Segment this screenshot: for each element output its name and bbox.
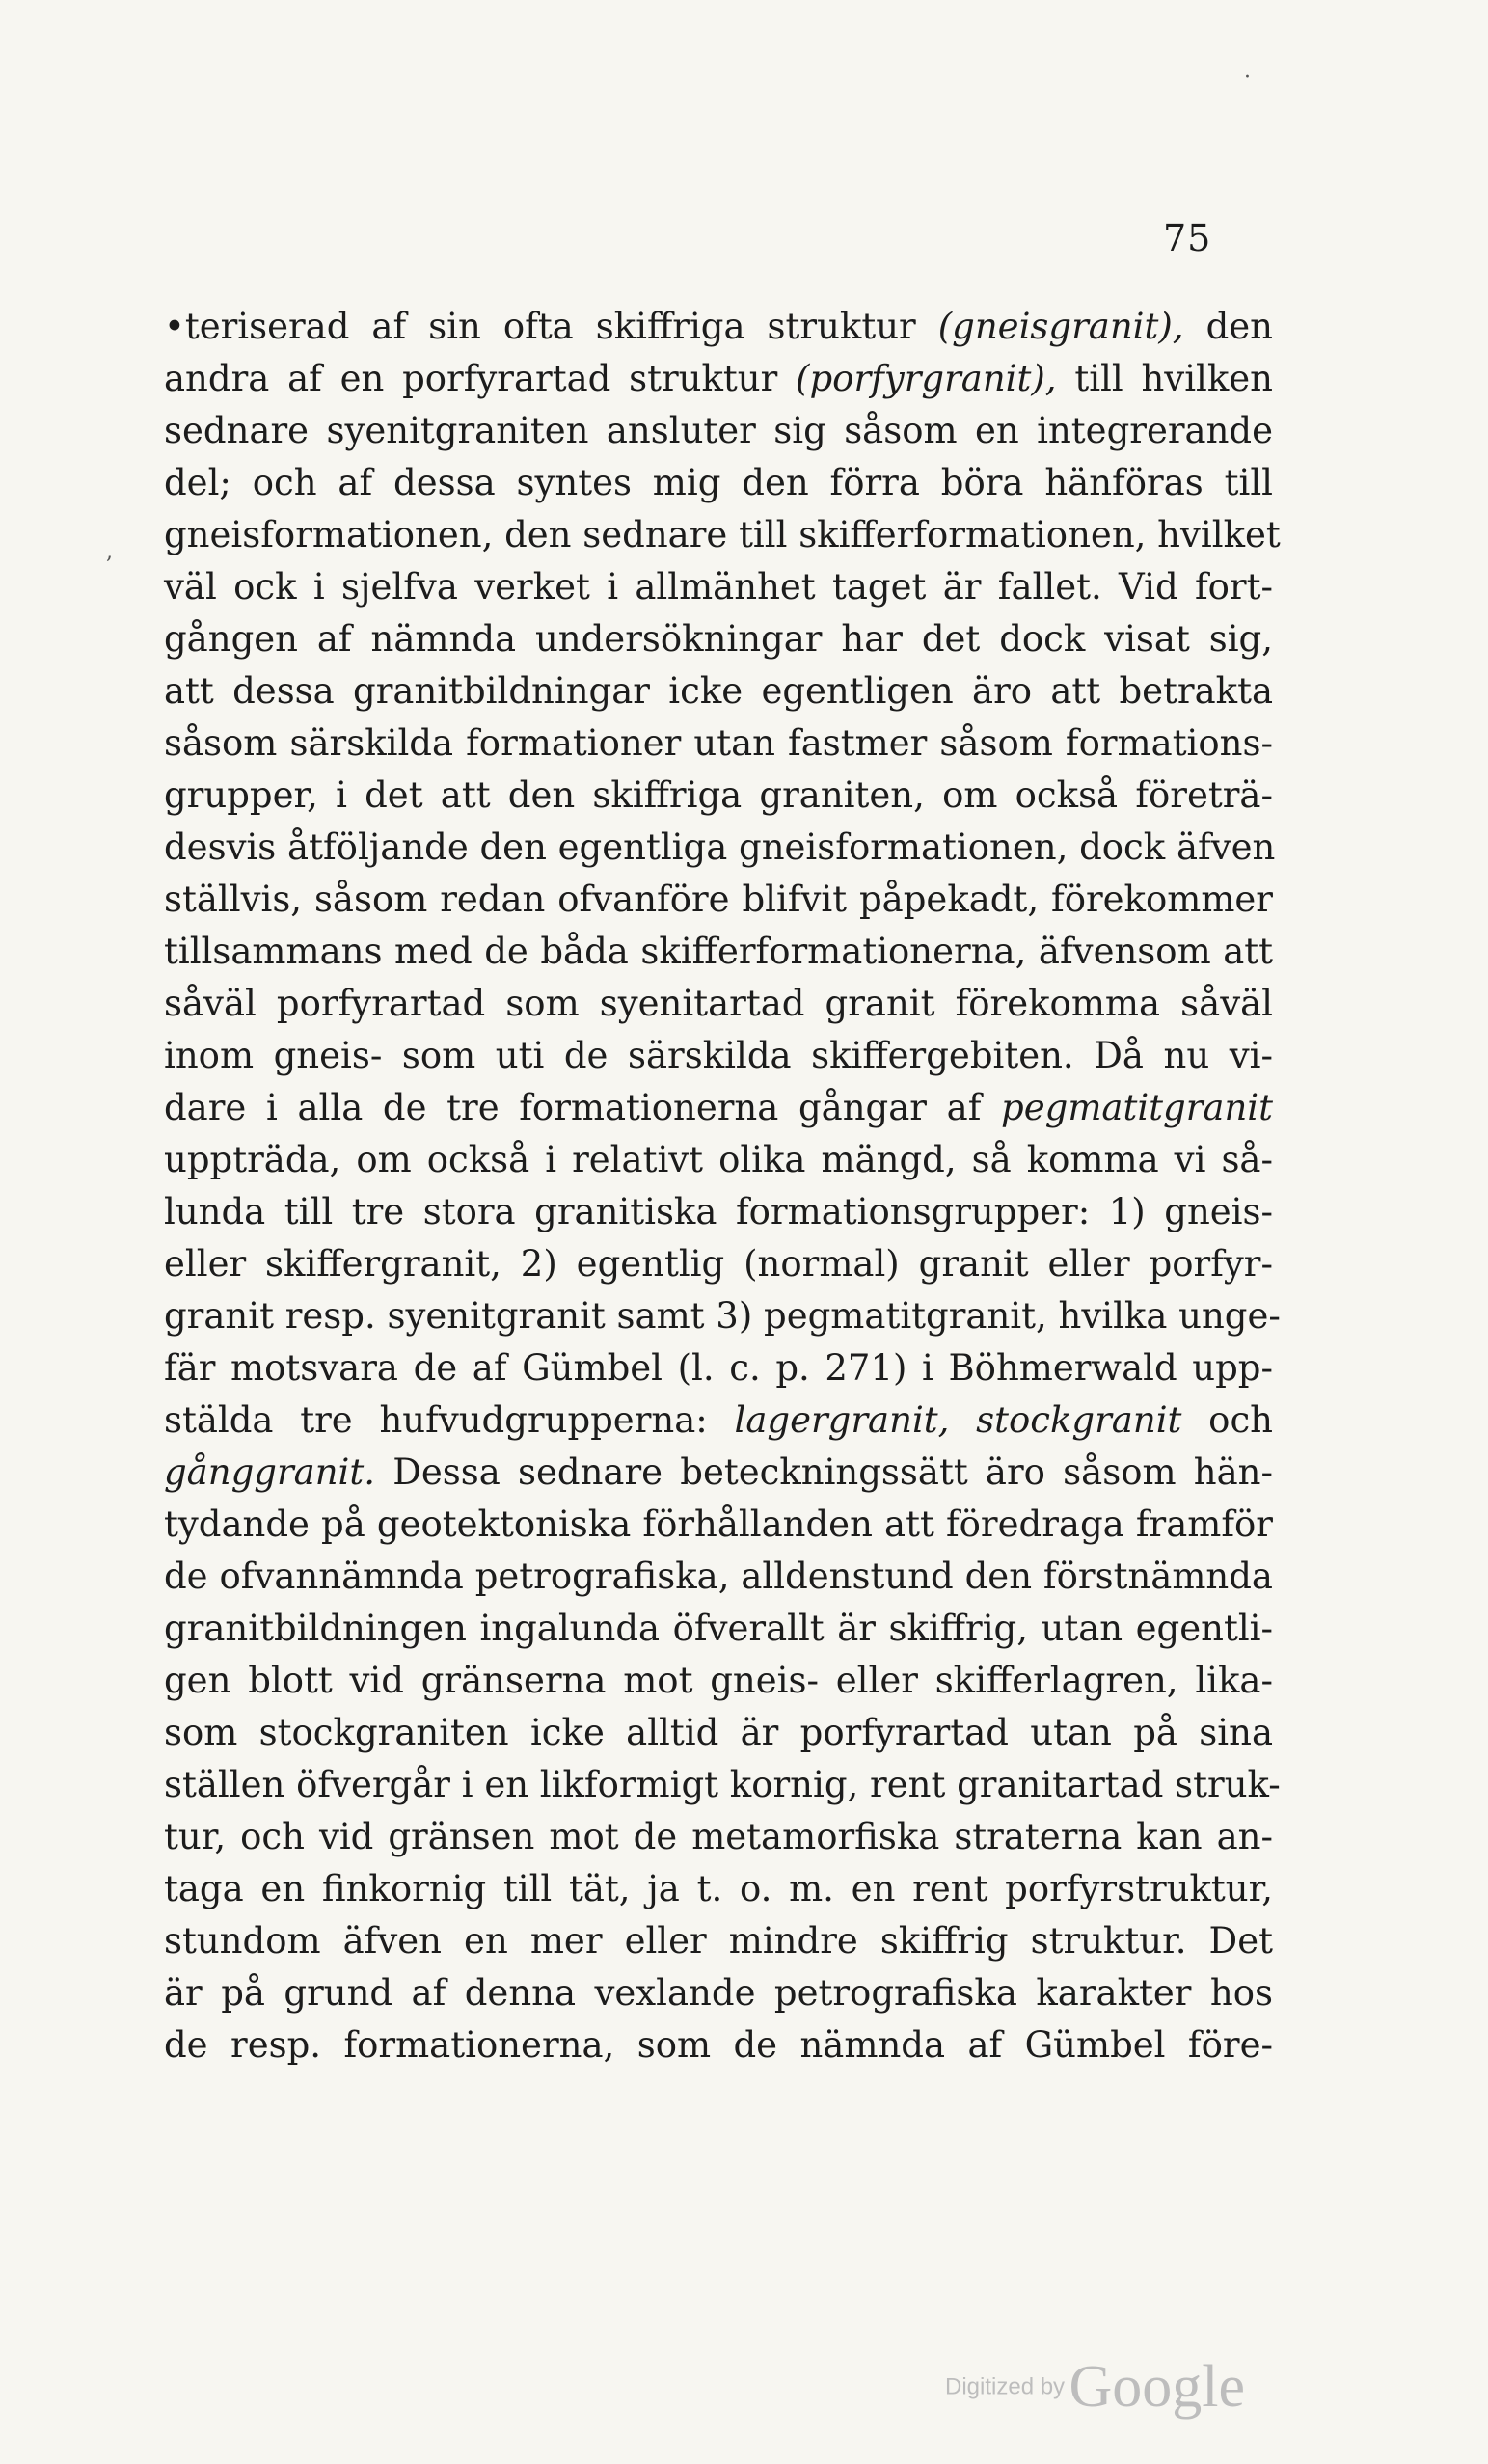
text-line — [164, 2019, 1273, 2071]
text-segment: de ofvannämnda petrografiska, alldenstund den förstnämnda — [164, 1556, 1273, 1597]
italic-term: gånggranit. — [164, 1451, 375, 1493]
text-line — [164, 1447, 1273, 1499]
body-text — [164, 301, 1281, 2071]
text-segment: tillsammans med de båda skifferformationerna, äfvensom att — [164, 931, 1273, 972]
text-line — [164, 405, 1273, 457]
text-segment: de resp. formationerna, som de nämnda af Gümbel före- — [164, 2024, 1273, 2066]
text-segment: gången af nämnda undersökningar har det dock visat sig, — [164, 618, 1273, 660]
text-line — [164, 1863, 1273, 1915]
text-segment: till hvilken — [1056, 358, 1274, 399]
text-line — [164, 1238, 1273, 1290]
google-logo: Google — [1069, 2354, 1246, 2420]
text-line — [164, 1342, 1273, 1394]
text-segment: stälda tre hufvudgrupperna: — [164, 1399, 735, 1441]
text-line — [164, 1082, 1273, 1134]
italic-term: lagergranit, stockgranit — [734, 1399, 1182, 1441]
text-segment: grupper, i det att den skiffriga graniten, om också företrä- — [164, 774, 1273, 816]
text-line — [164, 1655, 1273, 1707]
text-line — [164, 822, 1276, 874]
text-segment: inom gneis- som uti de särskilda skiffergebiten. Då nu vi- — [164, 1035, 1273, 1076]
text-line — [164, 561, 1273, 613]
watermark-prefix: Digitized by — [945, 2373, 1066, 2400]
text-line — [164, 1030, 1273, 1082]
text-segment: den — [1183, 306, 1273, 347]
text-segment: Dessa sednare beteckningssätt äro såsom hän- — [374, 1451, 1273, 1493]
text-segment: del; och af dessa syntes mig den förra böra hänföras till — [164, 462, 1273, 503]
text-segment: sednare syenitgraniten ansluter sig såsom en integrerande — [164, 410, 1273, 451]
text-line — [164, 718, 1273, 770]
text-line — [164, 457, 1273, 509]
text-line — [164, 1967, 1273, 2019]
text-segment: som stockgraniten icke alltid är porfyrartad utan på sina — [164, 1712, 1273, 1753]
text-segment: är på grund af denna vexlande petrografiska karakter hos — [164, 1972, 1273, 2014]
text-line — [164, 926, 1273, 978]
margin-mark: · — [1244, 66, 1251, 90]
text-segment: såväl porfyrartad som syenitartad granit förekomma såväl — [164, 983, 1273, 1024]
text-segment: stundom äfven en mer eller mindre skiffrig struktur. Det — [164, 1920, 1273, 1962]
text-line — [164, 1551, 1273, 1603]
text-line — [164, 665, 1273, 718]
text-segment: väl ock i sjelfva verket i allmänhet taget är fallet. Vid fort- — [164, 566, 1273, 608]
text-segment: fär motsvara de af Gümbel (l. c. p. 271) i Böhmerwald upp- — [164, 1347, 1273, 1389]
text-line — [164, 978, 1273, 1030]
text-segment: ställvis, såsom redan ofvanföre blifvit påpekadt, förekommer — [164, 879, 1273, 920]
italic-term: pegmatitgranit — [1001, 1087, 1273, 1128]
margin-mark: , — [106, 540, 113, 564]
text-line — [164, 509, 1281, 561]
text-segment: desvis åtföljande den egentliga gneisformationen, dock äfven — [164, 826, 1276, 868]
text-segment: och — [1181, 1399, 1273, 1441]
text-segment: dare i alla de tre formationerna gångar af — [164, 1087, 1002, 1128]
text-segment: att dessa granitbildningar icke egentligen äro att betrakta — [164, 670, 1273, 712]
text-segment: uppträda, om också i relativt olika mängd, så komma vi så- — [164, 1139, 1273, 1180]
page-number: 75 — [1163, 217, 1212, 259]
text-line — [164, 1499, 1273, 1551]
text-line — [164, 301, 1273, 353]
text-line — [164, 1603, 1273, 1655]
text-line — [164, 1134, 1273, 1186]
text-segment: ställen öfvergår i en likformigt kornig, rent granitartad struk- — [164, 1764, 1281, 1805]
text-line — [164, 353, 1273, 405]
text-line — [164, 1290, 1281, 1342]
text-segment: andra af en porfyrartad struktur — [164, 358, 797, 399]
italic-term: (porfyrgranit), — [796, 358, 1057, 399]
text-segment: granit resp. syenitgranit samt 3) pegmatitgranit, hvilka unge- — [164, 1295, 1281, 1337]
text-line — [164, 1759, 1281, 1811]
text-line — [164, 874, 1273, 926]
text-segment: gneisformationen, den sednare till skifferformationen, hvilket — [164, 514, 1281, 555]
text-segment: tur, och vid gränsen mot de metamorfiska straterna kan an- — [164, 1816, 1273, 1857]
text-line — [164, 1186, 1273, 1238]
text-line — [164, 1394, 1273, 1447]
text-segment: såsom särskilda formationer utan fastmer såsom formations- — [164, 722, 1273, 764]
text-segment: granitbildningen ingalunda öfverallt är skiffrig, utan egentli- — [164, 1608, 1273, 1649]
text-line — [164, 1707, 1273, 1759]
text-segment: taga en finkornig till tät, ja t. o. m. en rent porfyrstruktur, — [164, 1868, 1273, 1909]
text-line — [164, 1915, 1273, 1967]
text-segment: lunda till tre stora granitiska formationsgrupper: 1) gneis- — [164, 1191, 1273, 1232]
text-line — [164, 770, 1273, 822]
digitized-by-google-watermark — [945, 2353, 1245, 2422]
text-segment: gen blott vid gränserna mot gneis- eller skifferlagren, lika- — [164, 1660, 1273, 1701]
text-segment: •teriserad af sin ofta skiffriga struktur — [164, 306, 938, 347]
text-line — [164, 1811, 1273, 1863]
text-segment: eller skiffergranit, 2) egentlig (normal) granit eller porfyr- — [164, 1243, 1273, 1285]
text-segment: tydande på geotektoniska förhållanden att föredraga framför — [164, 1503, 1273, 1545]
italic-term: (gneisgranit), — [937, 306, 1184, 347]
text-line — [164, 613, 1273, 665]
